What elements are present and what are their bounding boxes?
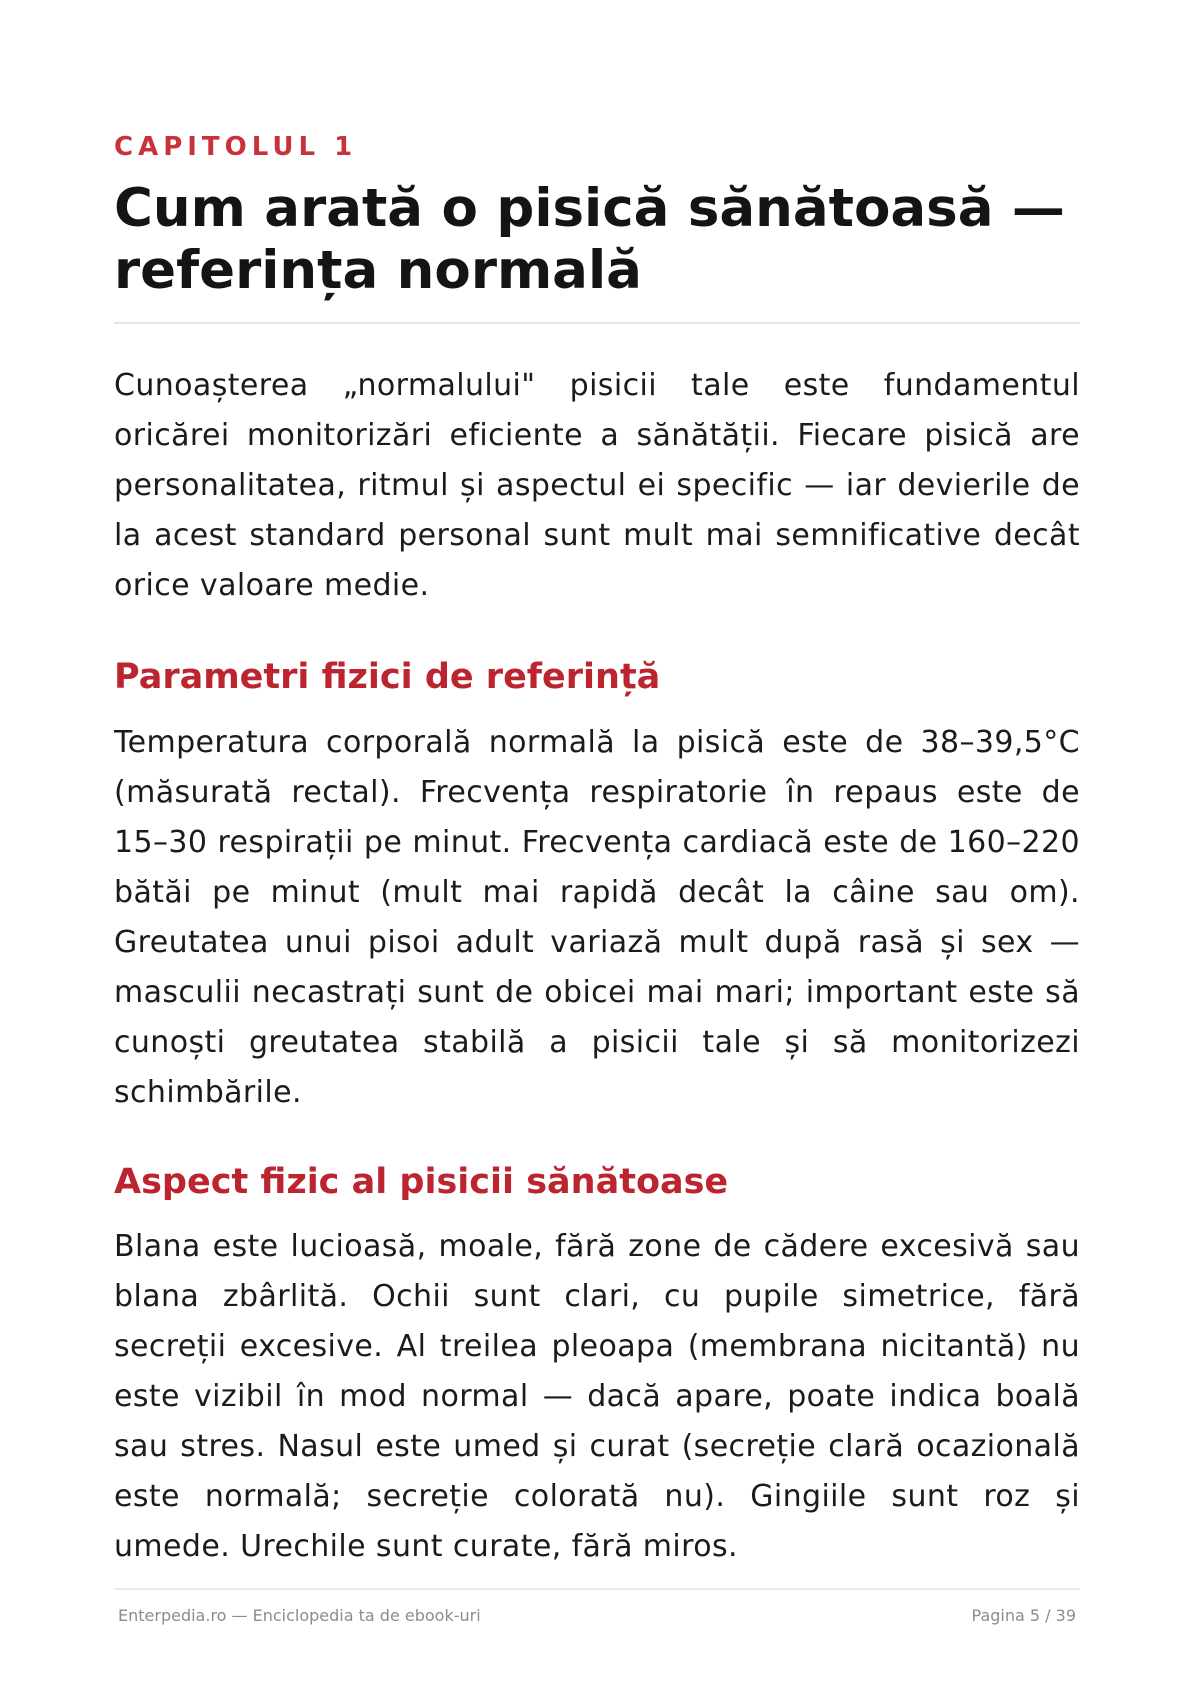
section-body-physical-parameters: Temperatura corporală normală la pisică este de 38–39,5°C (măsurată rectal). Frecvența respiratorie în repaus este de 15–30 respirații pe minut. Frecvența cardiacă este de 160–220 bătăi pe minut (mult mai rapidă decât la câine sau om). Greutatea unui pisoi adult variază mult după rasă și sex — masculii necastrați sunt de obicei mai mari; important este să cunoști greutatea stabilă a pisicii tale și să monitorizezi schimbările. (114, 725, 1080, 1110)
footer-site-name: Enterpedia.ro — Enciclopedia ta de ebook-uri (118, 1606, 481, 1625)
footer-divider (114, 1588, 1080, 1590)
chapter-label: CAPITOLUL 1 (114, 132, 358, 162)
section-body-clip (114, 1222, 1080, 1566)
chapter-title: Cum arată o pisică sănătoasă — referința normală (114, 178, 1065, 301)
section-heading-physical-appearance: Aspect fizic al pisicii sănătoase (114, 1162, 729, 1202)
intro-paragraph: Cunoașterea „normalului" pisicii tale este fundamentul oricărei monitorizări eficiente a sănătății. Fiecare pisică are personalitatea, ritmul și aspectul ei specific — iar devierile de la acest standard personal sunt mult mai semnificative decât orice valoare medie. (114, 368, 1080, 603)
section-body-physical-appearance: Blana este lucioasă, moale, fără zone de cădere excesivă sau blana zbârlită. Ochii sunt clari, cu pupile simetrice, fără secreții excesive. Al treilea pleoapa (membrana nicitantă) nu este vizibil în mod normal — dacă apare, poate indica boală sau stres. Nasul este umed și curat (secreție clară ocazională este normală; secreție colorată nu). Gingiile sunt roz și umede. Urechile sunt curate, fără miros. (114, 1229, 1080, 1564)
title-divider (114, 322, 1080, 324)
footer-page-number: Pagina 5 / 39 (971, 1606, 1076, 1625)
section-heading-physical-parameters: Parametri fizici de referință (114, 657, 661, 697)
